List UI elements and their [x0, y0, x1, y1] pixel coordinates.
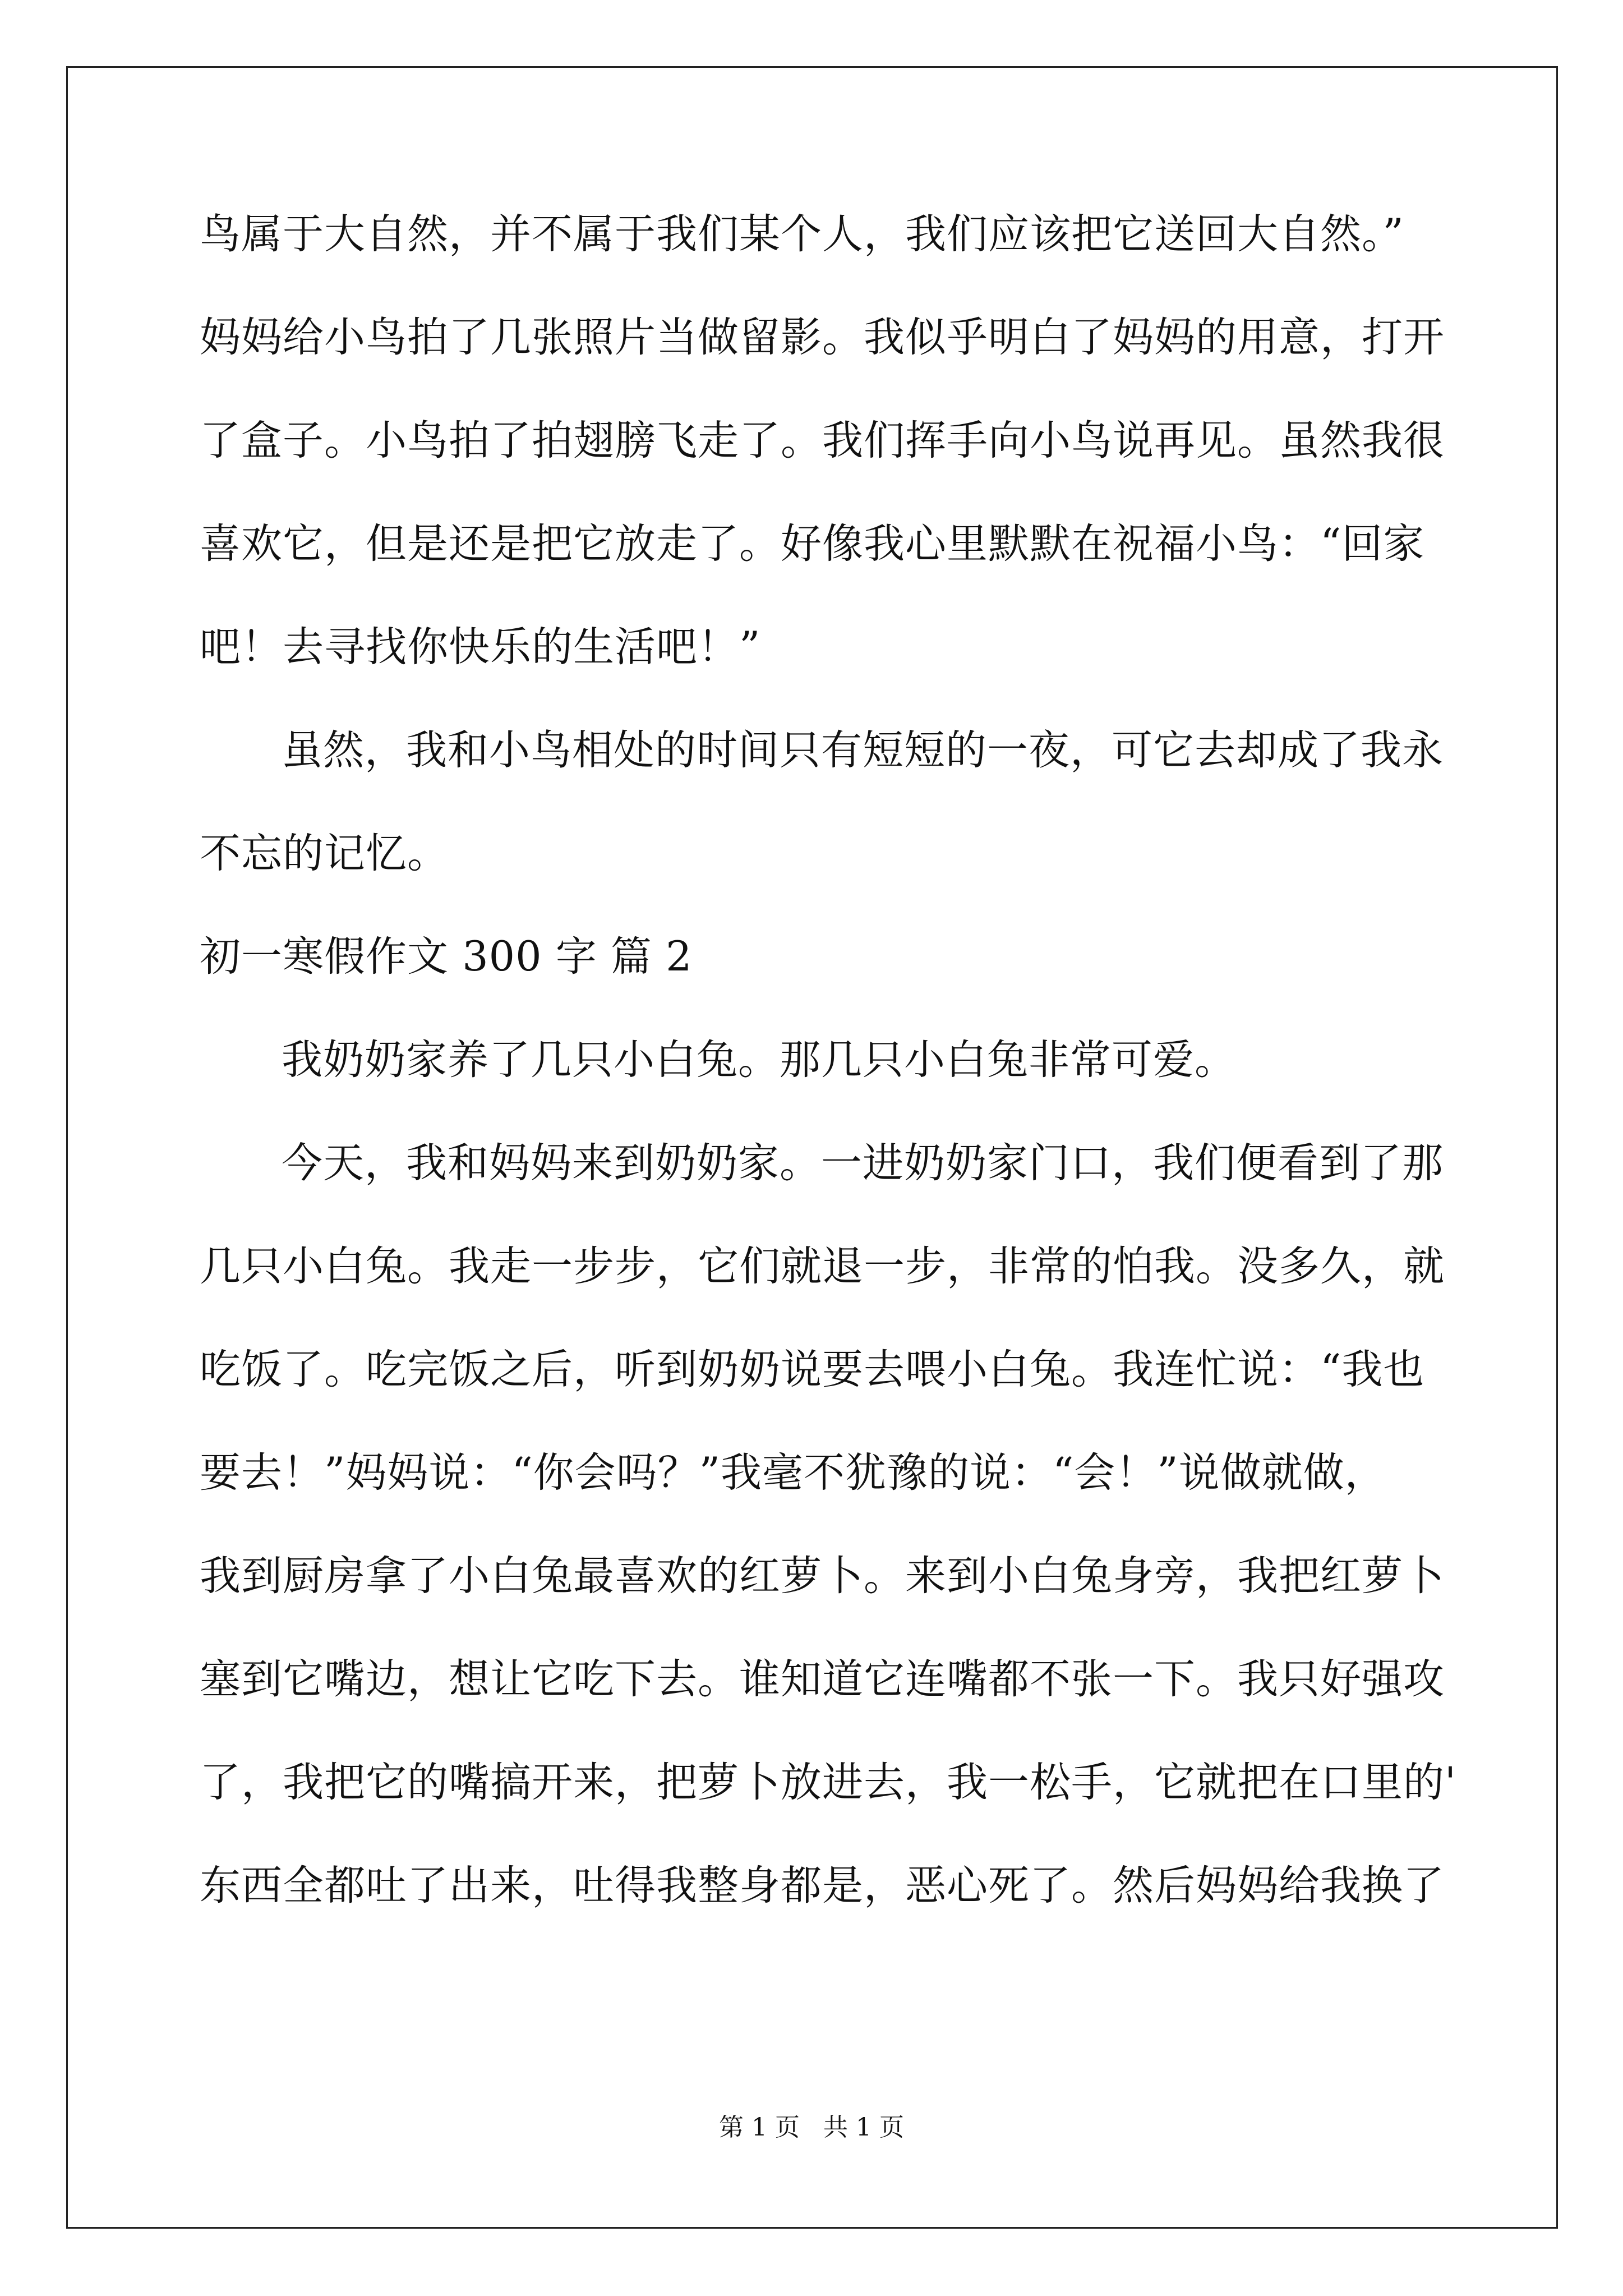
- document-body: [200, 206, 1467, 1961]
- text-line: 塞到它嘴边，想让它吃下去。谁知道它连嘴都不张一下。我只好强攻: [200, 1655, 1445, 1703]
- text-line: 我到厨房拿了小白兔最喜欢的红萝卜。来到小白兔身旁，我把红萝卜: [200, 1552, 1445, 1600]
- section-heading: 初一寒假作文 300 字 篇 2: [200, 933, 693, 981]
- text-line: 不忘的记忆。: [200, 830, 449, 877]
- paragraph-start-line: 虽然，我和小鸟相处的时间只有短短的一夜，可它去却成了我永: [282, 726, 1444, 774]
- paragraph-start-line: 我奶奶家养了几只小白兔。那几只小白兔非常可爱。: [282, 1036, 1236, 1084]
- text-line: 鸟属于大自然，并不属于我们某个人，我们应该把它送回大自然。”: [200, 210, 1404, 258]
- text-line: 几只小白兔。我走一步步，它们就退一步，非常的怕我。没多久，就: [200, 1243, 1445, 1290]
- page-footer: 第 1 页 共 1 页: [719, 2113, 904, 2142]
- text-line: 要去！”妈妈说：“你会吗？”我毫不犹豫的说：“会！”说做就做，: [200, 1449, 1386, 1497]
- text-line: 吧！去寻找你快乐的生活吧！”: [200, 623, 761, 671]
- text-line: 喜欢它，但是还是把它放走了。好像我心里默默在祝福小鸟：“回家: [200, 520, 1425, 568]
- text-line: 了盒子。小鸟拍了拍翅膀飞走了。我们挥手向小鸟说再见。虽然我很: [200, 417, 1445, 464]
- text-line: 妈妈给小鸟拍了几张照片当做留影。我似乎明白了妈妈的用意，打开: [200, 314, 1445, 361]
- text-line: 东西全都吐了出来，吐得我整身都是，恶心死了。然后妈妈给我换了: [200, 1862, 1445, 1910]
- paragraph-start-line: 今天，我和妈妈来到奶奶家。一进奶奶家门口，我们便看到了那: [282, 1139, 1444, 1187]
- text-line: 吃饭了。吃完饭之后，听到奶奶说要去喂小白兔。我连忙说：“我也: [200, 1346, 1425, 1393]
- text-line: 了，我把它的嘴搞开来，把萝卜放进去，我一松手，它就把在口里的': [200, 1759, 1457, 1806]
